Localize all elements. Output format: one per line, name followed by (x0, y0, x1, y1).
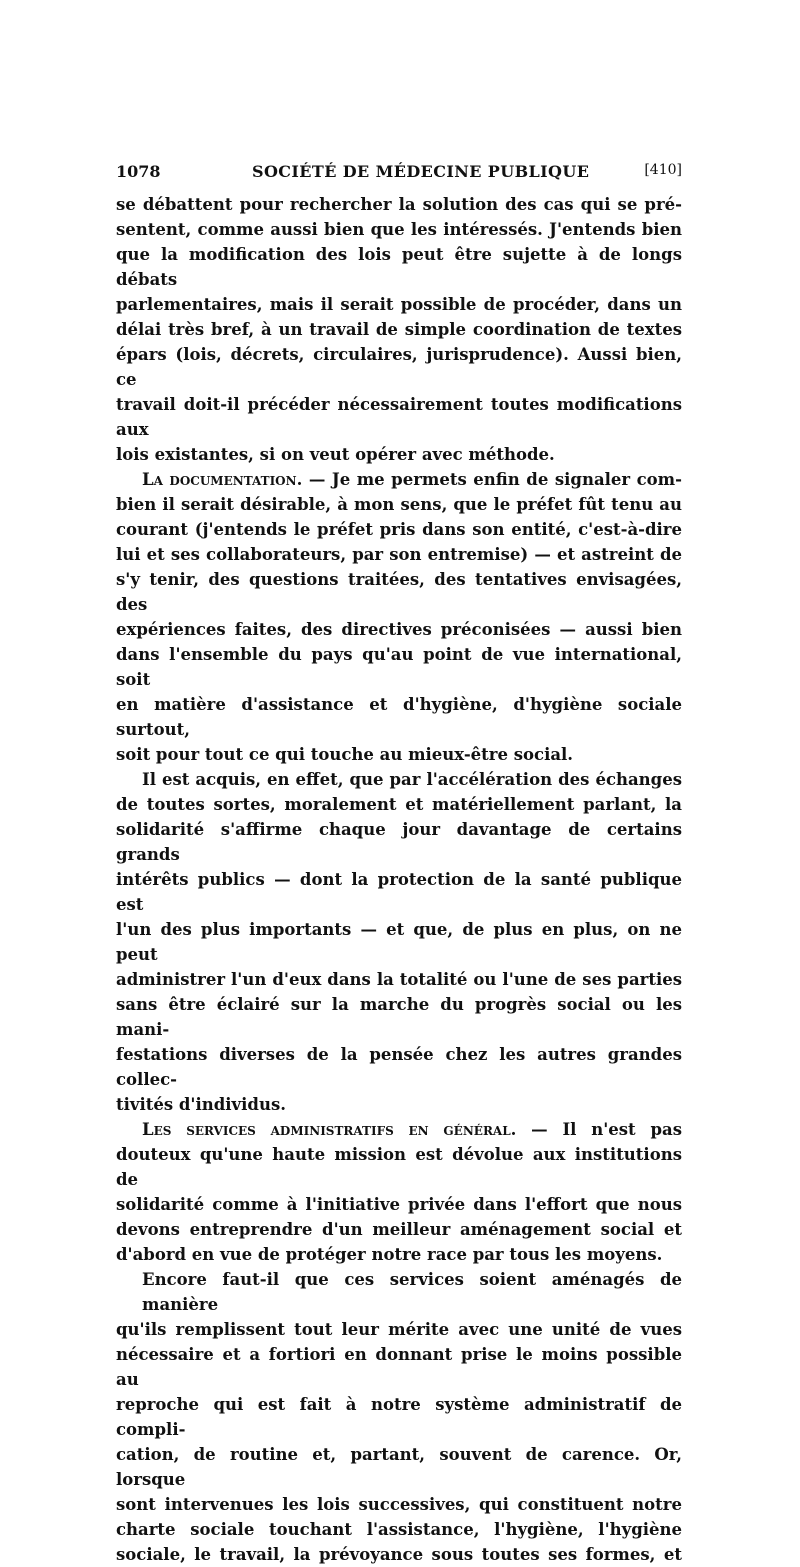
section-heading: Les services administratifs en général. (142, 1120, 517, 1139)
text-line: devons entreprendre d'un meilleur aménagement social et (116, 1220, 682, 1239)
text-line: intérêts publics — dont la protection de la santé publique est (116, 870, 682, 914)
text-line: l'un des plus importants — et que, de plus en plus, on ne peut (116, 920, 682, 964)
text-line: festations diverses de la pensée chez les autres grandes collec- (116, 1045, 682, 1089)
text-line: délai très bref, à un travail de simple coordination de textes (116, 320, 682, 339)
text-line: qu'ils remplissent tout leur mérite avec une unité de vues (116, 1320, 682, 1339)
paragraph (116, 1117, 682, 1267)
text-line: lui et ses collaborateurs, par son entremise) — et astreint de (116, 545, 682, 564)
text-line: cation, de routine et, partant, souvent de carence. Or, lorsque (116, 1445, 682, 1489)
running-title: SOCIÉTÉ DE MÉDECINE PUBLIQUE (252, 162, 590, 181)
paragraph (116, 467, 682, 767)
text-line: La documentation. — Je me permets enfin de signaler com- (142, 470, 682, 489)
text-line: parlementaires, mais il serait possible de procéder, dans un (116, 295, 682, 314)
text-line: sociale, le travail, la prévoyance sous toutes ses formes, et (116, 1545, 682, 1564)
paragraph (116, 767, 682, 1117)
text-line: solidarité s'affirme chaque jour davantage de certains grands (116, 820, 682, 864)
text-line: solidarité comme à l'initiative privée dans l'effort que nous (116, 1195, 682, 1214)
text-line: que la modification des lois peut être sujette à de longs débats (116, 245, 682, 289)
text-line: expériences faites, des directives préconisées — aussi bien (116, 620, 682, 639)
text-line: lois existantes, si on veut opérer avec méthode. (116, 445, 555, 464)
text-line: reproche qui est fait à notre système administratif de compli- (116, 1395, 682, 1439)
running-header (116, 160, 682, 186)
text-line: d'abord en vue de protéger notre race par tous les moyens. (116, 1245, 663, 1264)
text-line: se débattent pour rechercher la solution des cas qui se pré- (116, 195, 682, 214)
text-line: en matière d'assistance et d'hygiène, d'hygiène sociale surtout, (116, 695, 682, 739)
page-reference: [410] (644, 162, 682, 178)
paragraph (116, 192, 682, 467)
section-heading: La documentation. (142, 470, 303, 489)
text-line: douteux qu'une haute mission est dévolue aux institutions de (116, 1145, 682, 1189)
text-line: soit pour tout ce qui touche au mieux-être social. (116, 745, 574, 764)
text-line: sont intervenues les lois successives, qui constituent notre (116, 1495, 682, 1514)
text-line: Encore faut-il que ces services soient aménagés de manière (142, 1270, 682, 1314)
text-line: courant (j'entends le préfet pris dans son entité, c'est-à-dire (116, 520, 682, 539)
text-line: Les services administratifs en général. — Il n'est pas (142, 1120, 682, 1139)
text-line: dans l'ensemble du pays qu'au point de vue international, soit (116, 645, 682, 689)
text-line: épars (lois, décrets, circulaires, jurisprudence). Aussi bien, ce (116, 345, 682, 389)
text-line: s'y tenir, des questions traitées, des tentatives envisagées, des (116, 570, 682, 614)
text-line: de toutes sortes, moralement et matériellement parlant, la (116, 795, 682, 814)
text-line: sentent, comme aussi bien que les intéressés. J'entends bien (116, 220, 682, 239)
text-line: bien il serait désirable, à mon sens, que le préfet fût tenu au (116, 495, 682, 514)
text-line: administrer l'un d'eux dans la totalité ou l'une de ses parties (116, 970, 682, 989)
page-number: 1078 (116, 162, 161, 181)
paragraph (116, 1267, 682, 1567)
text-line: charte sociale touchant l'assistance, l'hygiène, l'hygiène (116, 1520, 682, 1539)
text-line: tivités d'individus. (116, 1095, 286, 1114)
text-line: Il est acquis, en effet, que par l'accélération des échanges (142, 770, 682, 789)
text-line: nécessaire et a fortiori en donnant prise le moins possible au (116, 1345, 682, 1389)
text-line: sans être éclairé sur la marche du progrès social ou les mani- (116, 995, 682, 1039)
text-line: travail doit-il précéder nécessairement toutes modifications aux (116, 395, 682, 439)
body-text (116, 192, 682, 1567)
